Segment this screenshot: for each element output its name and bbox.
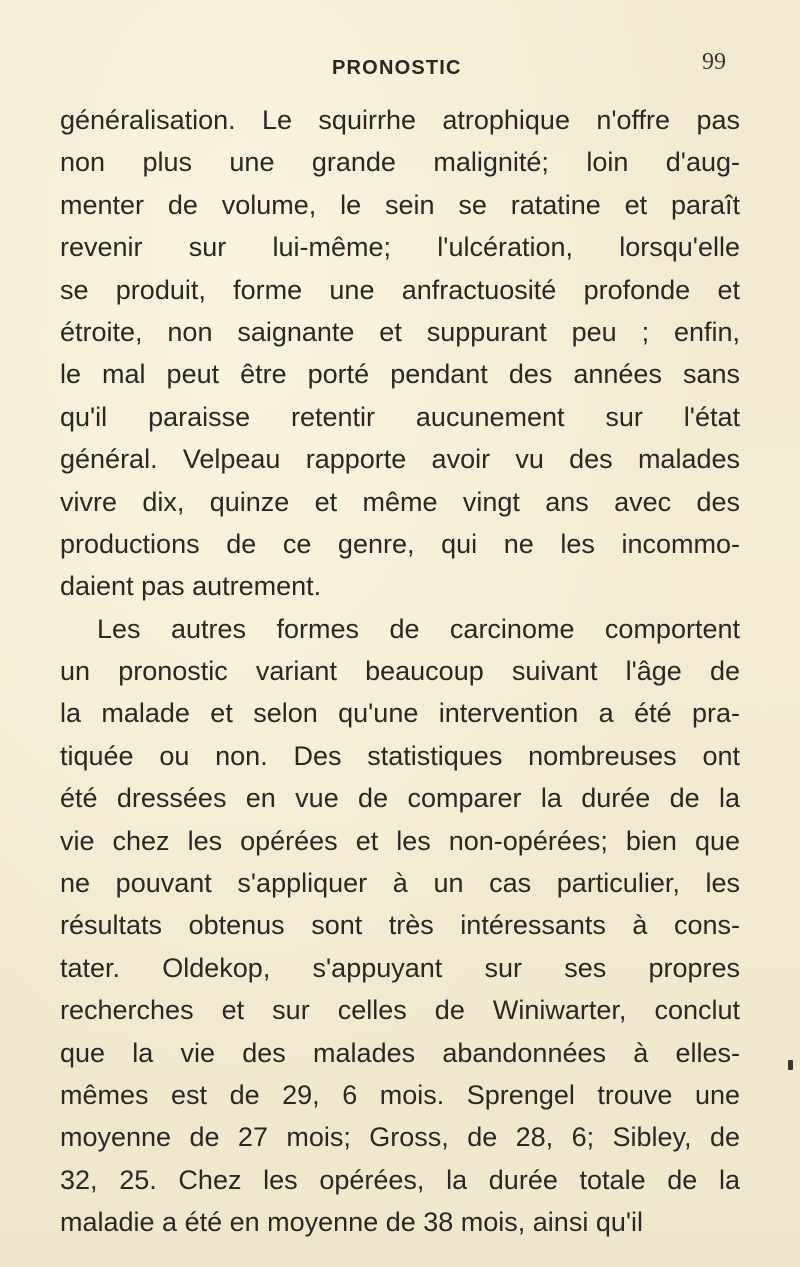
text-line: moyenne de 27 mois; Gross, de 28, 6; Sibley, de xyxy=(60,1122,740,1153)
text-line: se produit, forme une anfractuosité profonde et xyxy=(60,274,740,305)
text-line: tiquée ou non. Des statistiques nombreuses ont xyxy=(60,740,740,771)
text-line: le mal peut être porté pendant des années sans xyxy=(60,359,740,390)
text-line: généralisation. Le squirrhe atrophique n'offre pas xyxy=(60,105,740,135)
text-line: recherches et sur celles de Winiwarter, conclut xyxy=(60,995,740,1026)
text-line: qu'il paraisse retentir aucunement sur l'état xyxy=(60,401,740,432)
text-line: un pronostic variant beaucoup suivant l'âge de xyxy=(60,656,740,687)
text-line: que la vie des malades abandonnées à elles- xyxy=(60,1037,740,1068)
text-line: général. Velpeau rapporte avoir vu des malades xyxy=(60,444,740,475)
text-line: résultats obtenus sont très intéressants à cons- xyxy=(60,910,740,941)
text-line: daient pas autrement. xyxy=(60,571,322,602)
ink-speck xyxy=(788,1060,793,1070)
text-line: productions de ce genre, qui ne les incommo- xyxy=(60,528,740,559)
body-text xyxy=(60,99,740,1244)
text-line: vivre dix, quinze et même vingt ans avec des xyxy=(60,486,740,517)
text-line: étroite, non saignante et suppurant peu ; enfin, xyxy=(60,316,740,347)
text-line: maladie a été en moyenne de 38 mois, ainsi qu'il xyxy=(60,1207,644,1238)
text-line: tater. Oldekop, s'appuyant sur ses propres xyxy=(60,952,740,983)
text-line: la malade et selon qu'une intervention a été pra- xyxy=(60,698,740,729)
text-line: revenir sur lui-même; l'ulcération, lorsqu'elle xyxy=(60,232,740,263)
text-line: non plus une grande malignité; loin d'aug- xyxy=(60,147,740,178)
running-head xyxy=(0,49,800,85)
text-line: mêmes est de 29, 6 mois. Sprengel trouve une xyxy=(60,1079,740,1110)
page-number: 99 xyxy=(702,49,726,75)
running-title: PRONOSTIC xyxy=(332,57,462,79)
text-line: vie chez les opérées et les non-opérées; bien que xyxy=(60,825,740,856)
text-line: Les autres formes de carcinome comportent xyxy=(97,613,740,644)
text-line: été dressées en vue de comparer la durée de la xyxy=(60,783,740,814)
text-line: menter de volume, le sein se ratatine et paraît xyxy=(60,189,740,220)
text-line: ne pouvant s'appliquer à un cas particulier, les xyxy=(60,868,740,899)
text-line: 32, 25. Chez les opérées, la durée totale de la xyxy=(60,1164,740,1195)
